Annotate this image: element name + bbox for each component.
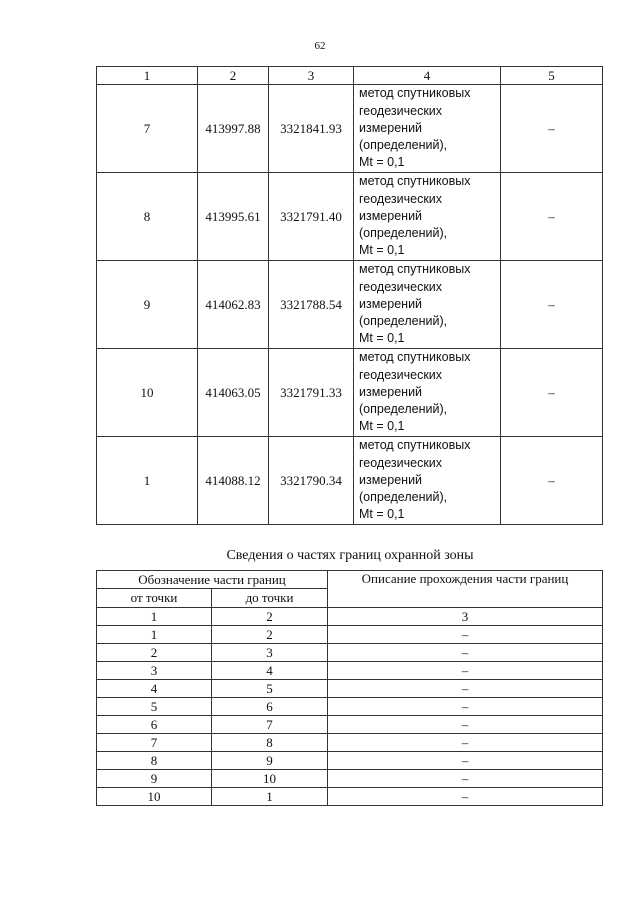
- method-line: метод спутниковых: [359, 174, 471, 189]
- point-number-cell: 10: [97, 349, 198, 437]
- table-row: [97, 680, 603, 698]
- coord-header-cell: 3: [269, 67, 354, 85]
- method-line: геодезических: [359, 367, 443, 382]
- note-cell: –: [501, 85, 603, 173]
- page-number: 62: [314, 40, 326, 52]
- x-coordinate-cell: 414063.05: [198, 349, 269, 437]
- note-cell: –: [501, 261, 603, 349]
- method-cell: [354, 85, 501, 173]
- method-line: метод спутниковых: [359, 262, 471, 277]
- table-row: [97, 85, 603, 173]
- from-point-cell: 4: [97, 680, 212, 698]
- from-point-cell: 10: [97, 788, 212, 806]
- from-point-cell: 2: [97, 644, 212, 662]
- to-point-cell: 9: [212, 752, 328, 770]
- coord-header-cell: 4: [354, 67, 501, 85]
- method-line: измерений: [359, 296, 423, 311]
- method-line: (определений),: [359, 138, 448, 153]
- x-coordinate-cell: 414062.83: [198, 261, 269, 349]
- table-row: [97, 662, 603, 680]
- coord-header-cell: 5: [501, 67, 603, 85]
- table-row: [97, 173, 603, 261]
- method-line: геодезических: [359, 455, 443, 470]
- y-coordinate-cell: 3321788.54: [269, 261, 354, 349]
- from-point-cell: 8: [97, 752, 212, 770]
- description-cell: –: [328, 770, 603, 788]
- table-row: [97, 626, 603, 644]
- section-title: Сведения о частях границ охранной зоны: [226, 548, 474, 563]
- description-cell: –: [328, 734, 603, 752]
- method-cell: [354, 173, 501, 261]
- designation-header: Обозначение части границ: [97, 571, 328, 589]
- point-number-cell: 1: [97, 437, 198, 525]
- table-row: [97, 698, 603, 716]
- description-cell: –: [328, 644, 603, 662]
- method-line: Mt = 0,1: [359, 155, 405, 170]
- from-point-cell: 1: [97, 608, 212, 626]
- to-point-cell: 6: [212, 698, 328, 716]
- method-line: измерений: [359, 208, 423, 223]
- method-line: (определений),: [359, 402, 448, 417]
- method-cell: [354, 349, 501, 437]
- method-line: метод спутниковых: [359, 350, 471, 365]
- to-point-cell: 4: [212, 662, 328, 680]
- description-cell: –: [328, 680, 603, 698]
- description-cell: –: [328, 662, 603, 680]
- from-point-cell: 9: [97, 770, 212, 788]
- method-line: измерений: [359, 384, 423, 399]
- from-point-cell: 3: [97, 662, 212, 680]
- method-line: геодезических: [359, 103, 443, 118]
- table-row: [97, 770, 603, 788]
- table-row: [97, 788, 603, 806]
- boundary-parts-table: [96, 570, 603, 806]
- y-coordinate-cell: 3321791.40: [269, 173, 354, 261]
- to-point-cell: 1: [212, 788, 328, 806]
- from-point-cell: 7: [97, 734, 212, 752]
- method-line: метод спутниковых: [359, 438, 471, 453]
- point-number-cell: 7: [97, 85, 198, 173]
- x-coordinate-cell: 413995.61: [198, 173, 269, 261]
- y-coordinate-cell: 3321790.34: [269, 437, 354, 525]
- method-line: измерений: [359, 120, 423, 135]
- description-cell: –: [328, 626, 603, 644]
- method-line: геодезических: [359, 191, 443, 206]
- method-line: Mt = 0,1: [359, 419, 405, 434]
- method-line: измерений: [359, 472, 423, 487]
- x-coordinate-cell: 413997.88: [198, 85, 269, 173]
- note-cell: –: [501, 173, 603, 261]
- table-row: [97, 716, 603, 734]
- to-point-cell: 2: [212, 626, 328, 644]
- method-line: (определений),: [359, 226, 448, 241]
- y-coordinate-cell: 3321841.93: [269, 85, 354, 173]
- coordinates-header-row: [97, 67, 603, 85]
- to-point-cell: 5: [212, 680, 328, 698]
- description-cell: 3: [328, 608, 603, 626]
- method-cell: [354, 437, 501, 525]
- coord-header-cell: 2: [198, 67, 269, 85]
- from-point-cell: 5: [97, 698, 212, 716]
- to-point-cell: 7: [212, 716, 328, 734]
- note-cell: –: [501, 437, 603, 525]
- from-point-header: от точки: [97, 589, 212, 608]
- coordinates-table: [96, 66, 603, 525]
- table-row: [97, 261, 603, 349]
- coord-header-cell: 1: [97, 67, 198, 85]
- method-line: (определений),: [359, 490, 448, 505]
- to-point-cell: 10: [212, 770, 328, 788]
- table-row: [97, 734, 603, 752]
- to-point-header: до точки: [212, 589, 328, 608]
- table-row: [97, 437, 603, 525]
- method-line: Mt = 0,1: [359, 507, 405, 522]
- from-point-cell: 6: [97, 716, 212, 734]
- method-line: геодезических: [359, 279, 443, 294]
- table-row: [97, 752, 603, 770]
- method-cell: [354, 261, 501, 349]
- method-line: метод спутниковых: [359, 86, 471, 101]
- description-cell: –: [328, 716, 603, 734]
- point-number-cell: 8: [97, 173, 198, 261]
- method-line: (определений),: [359, 314, 448, 329]
- description-cell: –: [328, 752, 603, 770]
- y-coordinate-cell: 3321791.33: [269, 349, 354, 437]
- method-line: Mt = 0,1: [359, 331, 405, 346]
- to-point-cell: 2: [212, 608, 328, 626]
- table-row: [97, 608, 603, 626]
- from-point-cell: 1: [97, 626, 212, 644]
- description-cell: –: [328, 698, 603, 716]
- description-header: Описание прохождения части границ: [328, 571, 603, 608]
- note-cell: –: [501, 349, 603, 437]
- point-number-cell: 9: [97, 261, 198, 349]
- x-coordinate-cell: 414088.12: [198, 437, 269, 525]
- parts-header-row: [97, 571, 603, 589]
- table-row: [97, 644, 603, 662]
- method-line: Mt = 0,1: [359, 243, 405, 258]
- to-point-cell: 3: [212, 644, 328, 662]
- to-point-cell: 8: [212, 734, 328, 752]
- description-cell: –: [328, 788, 603, 806]
- table-row: [97, 349, 603, 437]
